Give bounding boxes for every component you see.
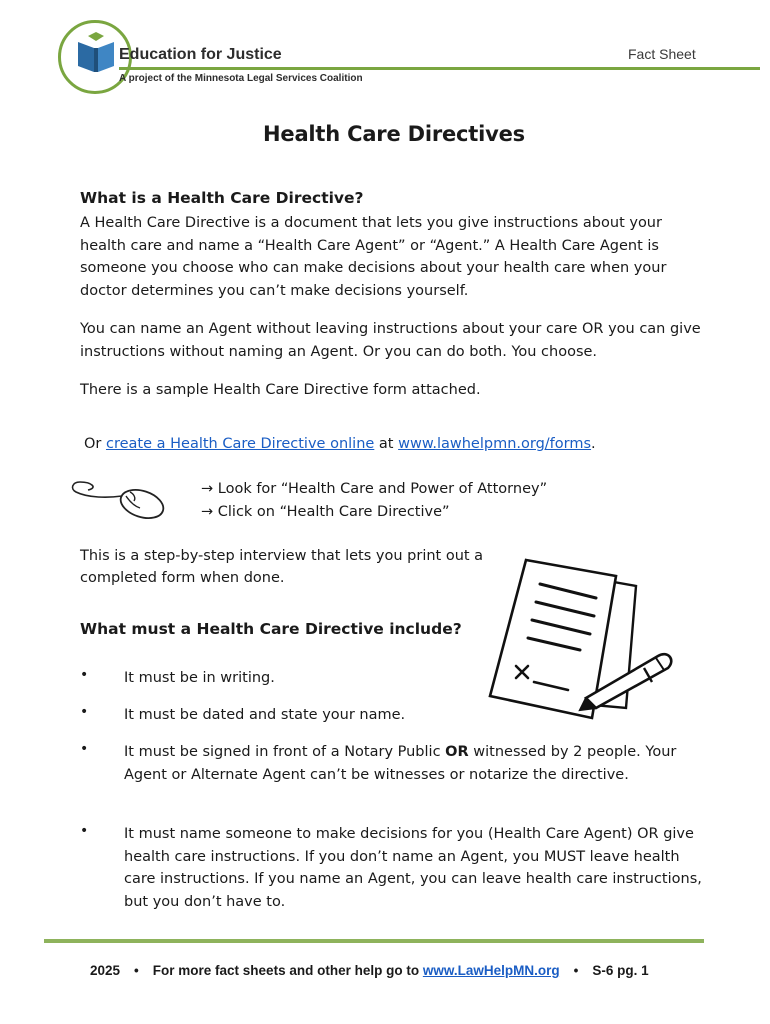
org-name: Education for Justice xyxy=(119,46,282,63)
page-title: Health Care Directives xyxy=(263,122,525,146)
lawhelpmn-link[interactable]: www.LawHelpMN.org xyxy=(422,963,560,978)
interview-line-2: completed form when done. xyxy=(80,570,285,586)
online-mid: at xyxy=(378,436,394,452)
bullet-text: It must be in writing. xyxy=(124,670,275,686)
online-line xyxy=(84,433,724,456)
bullet-dot: • xyxy=(80,823,89,839)
bullet-text-or: OR xyxy=(445,744,469,760)
interview-line-1: This is a step-by-step interview that lets you print out a xyxy=(80,548,484,564)
footer xyxy=(90,963,649,978)
fact-sheet-label: Fact Sheet xyxy=(628,46,696,62)
paragraph-sample-form: There is a sample Health Care Directive form attached. xyxy=(80,382,481,398)
footer-separator: • xyxy=(573,963,579,978)
bullet-dot: • xyxy=(80,704,89,720)
create-online-link[interactable]: create a Health Care Directive online xyxy=(105,436,375,452)
org-tagline: A project of the Minnesota Legal Services Coalition xyxy=(119,73,363,84)
bullet-text xyxy=(124,741,684,786)
step-look-for: → Look for “Health Care and Power of Attorney” xyxy=(201,481,548,497)
bullet-dot: • xyxy=(80,667,89,683)
section-heading-include: What must a Health Care Directive include? xyxy=(80,620,462,638)
bullet-dot: • xyxy=(80,741,89,757)
computer-mouse-icon xyxy=(68,468,168,526)
bullet-text: It must name someone to make decisions for you (Health Care Agent) OR give health care instructions. If you don’t name an Agent, you MUST leave health care instructions. If you name an Agent, you can leave health care instructions, but you don’t have to. xyxy=(124,826,702,910)
footer-rule xyxy=(44,939,704,943)
lawhelpmn-forms-link[interactable]: www.lawhelpmn.org/forms xyxy=(398,436,592,452)
online-suffix: . xyxy=(591,436,596,452)
footer-page: S-6 pg. 1 xyxy=(592,963,649,978)
online-prefix: Or xyxy=(84,436,102,452)
paragraph-agent-options: You can name an Agent without leaving instructions about your care OR you can give instructions without naming an Agent. Or you can do both. You choose. xyxy=(80,321,701,360)
header-rule xyxy=(119,67,760,70)
bullet-text-notary: It must be signed in front of a Notary Public xyxy=(124,744,441,760)
document-pen-icon xyxy=(476,558,686,728)
bullet-text-witnessed: witnessed by 2 people. Your Agent or Alternate Agent can’t be witnesses or notarize the directive. xyxy=(124,744,677,783)
paragraph-definition: A Health Care Directive is a document that lets you give instructions about your health care and name a “Health Care Agent” or “Agent.” A Health Care Agent is someone you choose who can make decisions about your health care when your doctor determines you can’t make decisions yourself. xyxy=(80,215,667,299)
book-logo-icon xyxy=(74,32,118,76)
step-click-on: → Click on “Health Care Directive” xyxy=(201,504,450,520)
footer-separator: • xyxy=(134,963,139,978)
footer-year: 2025 xyxy=(90,963,121,978)
footer-text: For more fact sheets and other help go to xyxy=(152,963,420,978)
section-heading-what-is: What is a Health Care Directive? xyxy=(80,189,364,207)
bullet-text: It must be dated and state your name. xyxy=(124,707,406,723)
